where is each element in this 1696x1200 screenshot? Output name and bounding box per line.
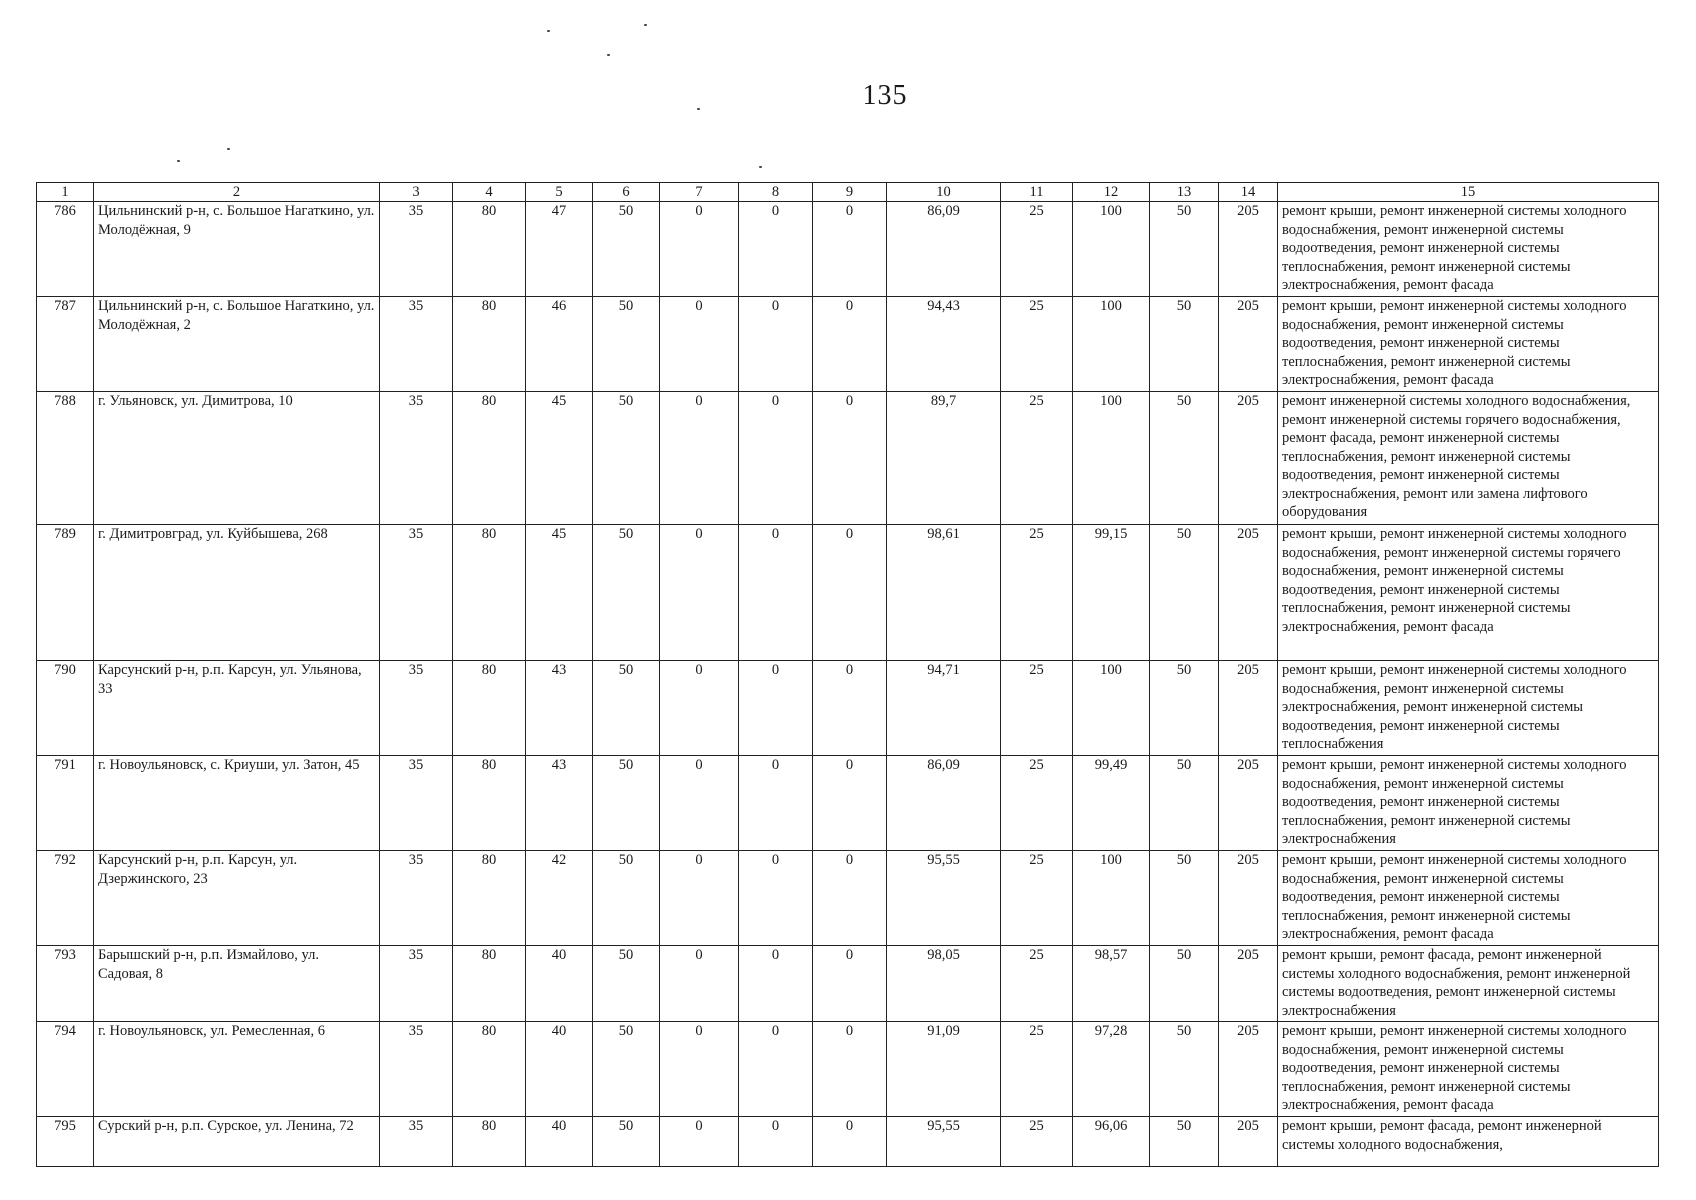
cell-col-14: 205 (1219, 525, 1278, 661)
cell-col-8: 0 (739, 525, 813, 661)
cell-col-11: 25 (1001, 1022, 1073, 1117)
cell-col-13: 50 (1150, 392, 1219, 525)
cell-col-13: 50 (1150, 297, 1219, 392)
cell-col-11: 25 (1001, 202, 1073, 297)
scan-speck (177, 160, 180, 162)
cell-col-5: 45 (526, 525, 593, 661)
header-col-5: 5 (526, 183, 593, 202)
address-cell: г. Новоульяновск, ул. Ремесленная, 6 (94, 1022, 380, 1117)
cell-col-5: 43 (526, 756, 593, 851)
header-col-10: 10 (887, 183, 1001, 202)
row-number: 789 (37, 525, 94, 661)
cell-col-11: 25 (1001, 756, 1073, 851)
cell-col-11: 25 (1001, 851, 1073, 946)
row-number: 786 (37, 202, 94, 297)
works-cell: ремонт крыши, ремонт фасада, ремонт инженерной системы холодного водоснабжения, ремонт инженерной системы водоотведения, ремонт инженерной системы электроснабжения (1278, 946, 1659, 1022)
address-cell: Карсунский р-н, р.п. Карсун, ул. Дзержинского, 23 (94, 851, 380, 946)
cell-col-10: 94,71 (887, 661, 1001, 756)
cell-col-12: 99,49 (1073, 756, 1150, 851)
cell-col-14: 205 (1219, 756, 1278, 851)
cell-col-9: 0 (813, 661, 887, 756)
cell-col-3: 35 (380, 202, 453, 297)
cell-col-10: 98,05 (887, 946, 1001, 1022)
cell-col-7: 0 (660, 525, 739, 661)
cell-col-4: 80 (453, 392, 526, 525)
cell-col-9: 0 (813, 851, 887, 946)
cell-col-9: 0 (813, 946, 887, 1022)
cell-col-4: 80 (453, 851, 526, 946)
address-cell: Карсунский р-н, р.п. Карсун, ул. Ульянова, 33 (94, 661, 380, 756)
cell-col-6: 50 (593, 1117, 660, 1167)
table-row (37, 661, 1659, 756)
cell-col-6: 50 (593, 392, 660, 525)
cell-col-14: 205 (1219, 297, 1278, 392)
cell-col-8: 0 (739, 756, 813, 851)
cell-col-7: 0 (660, 1117, 739, 1167)
row-number: 794 (37, 1022, 94, 1117)
works-cell: ремонт инженерной системы холодного водоснабжения, ремонт инженерной системы горячего водоснабжения, ремонт фасада, ремонт инженерной системы теплоснабжения, ремонт инженерной системы водоотведения, ремонт инженерной системы электроснабжения, ремонт или замена лифтового оборудования (1278, 392, 1659, 525)
cell-col-11: 25 (1001, 1117, 1073, 1167)
cell-col-5: 40 (526, 1117, 593, 1167)
cell-col-10: 89,7 (887, 392, 1001, 525)
cell-col-5: 46 (526, 297, 593, 392)
table-row (37, 202, 1659, 297)
cell-col-12: 100 (1073, 661, 1150, 756)
scan-speck (607, 54, 610, 56)
cell-col-9: 0 (813, 1022, 887, 1117)
cell-col-12: 100 (1073, 297, 1150, 392)
header-col-9: 9 (813, 183, 887, 202)
header-col-2: 2 (94, 183, 380, 202)
cell-col-9: 0 (813, 756, 887, 851)
cell-col-10: 95,55 (887, 1117, 1001, 1167)
cell-col-6: 50 (593, 756, 660, 851)
cell-col-11: 25 (1001, 297, 1073, 392)
cell-col-9: 0 (813, 1117, 887, 1167)
header-col-6: 6 (593, 183, 660, 202)
cell-col-3: 35 (380, 297, 453, 392)
address-cell: г. Ульяновск, ул. Димитрова, 10 (94, 392, 380, 525)
header-col-1: 1 (37, 183, 94, 202)
cell-col-7: 0 (660, 1022, 739, 1117)
header-col-14: 14 (1219, 183, 1278, 202)
cell-col-4: 80 (453, 1117, 526, 1167)
works-cell: ремонт крыши, ремонт инженерной системы холодного водоснабжения, ремонт инженерной системы водоотведения, ремонт инженерной системы теплоснабжения, ремонт инженерной системы электроснабжения (1278, 756, 1659, 851)
cell-col-6: 50 (593, 1022, 660, 1117)
cell-col-13: 50 (1150, 851, 1219, 946)
cell-col-11: 25 (1001, 661, 1073, 756)
cell-col-8: 0 (739, 297, 813, 392)
cell-col-5: 45 (526, 392, 593, 525)
header-col-3: 3 (380, 183, 453, 202)
works-cell: ремонт крыши, ремонт инженерной системы холодного водоснабжения, ремонт инженерной системы водоотведения, ремонт инженерной системы теплоснабжения, ремонт инженерной системы электроснабжения, ремонт фасада (1278, 851, 1659, 946)
cell-col-14: 205 (1219, 202, 1278, 297)
cell-col-3: 35 (380, 1022, 453, 1117)
cell-col-7: 0 (660, 202, 739, 297)
cell-col-12: 100 (1073, 202, 1150, 297)
cell-col-7: 0 (660, 851, 739, 946)
row-number: 790 (37, 661, 94, 756)
works-cell: ремонт крыши, ремонт инженерной системы холодного водоснабжения, ремонт инженерной системы водоотведения, ремонт инженерной системы теплоснабжения, ремонт инженерной системы электроснабжения, ремонт фасада (1278, 297, 1659, 392)
works-cell: ремонт крыши, ремонт инженерной системы холодного водоснабжения, ремонт инженерной системы электроснабжения, ремонт инженерной системы водоотведения, ремонт инженерной системы теплоснабжения (1278, 661, 1659, 756)
cell-col-9: 0 (813, 202, 887, 297)
table-row (37, 851, 1659, 946)
scan-speck (759, 166, 762, 168)
cell-col-13: 50 (1150, 1117, 1219, 1167)
cell-col-14: 205 (1219, 946, 1278, 1022)
cell-col-8: 0 (739, 202, 813, 297)
address-cell: Сурский р-н, р.п. Сурское, ул. Ленина, 72 (94, 1117, 380, 1167)
cell-col-14: 205 (1219, 1022, 1278, 1117)
scan-speck (227, 148, 230, 150)
table-row (37, 392, 1659, 525)
address-cell: Барышский р-н, р.п. Измайлово, ул. Садовая, 8 (94, 946, 380, 1022)
cell-col-6: 50 (593, 661, 660, 756)
cell-col-12: 97,28 (1073, 1022, 1150, 1117)
cell-col-8: 0 (739, 851, 813, 946)
cell-col-8: 0 (739, 1117, 813, 1167)
address-cell: г. Димитровград, ул. Куйбышева, 268 (94, 525, 380, 661)
header-row (37, 183, 1659, 202)
cell-col-7: 0 (660, 297, 739, 392)
cell-col-9: 0 (813, 297, 887, 392)
cell-col-14: 205 (1219, 851, 1278, 946)
cell-col-7: 0 (660, 392, 739, 525)
cell-col-13: 50 (1150, 202, 1219, 297)
cell-col-10: 98,61 (887, 525, 1001, 661)
scan-speck (644, 24, 647, 26)
cell-col-4: 80 (453, 946, 526, 1022)
cell-col-5: 40 (526, 1022, 593, 1117)
table-row (37, 756, 1659, 851)
cell-col-8: 0 (739, 661, 813, 756)
cell-col-6: 50 (593, 202, 660, 297)
cell-col-9: 0 (813, 392, 887, 525)
cell-col-12: 99,15 (1073, 525, 1150, 661)
row-number: 793 (37, 946, 94, 1022)
cell-col-11: 25 (1001, 525, 1073, 661)
works-cell: ремонт крыши, ремонт инженерной системы холодного водоснабжения, ремонт инженерной системы горячего водоснабжения, ремонт инженерной системы водоотведения, ремонт инженерной системы теплоснабжения, ремонт инженерной системы электроснабжения, ремонт фасада (1278, 525, 1659, 661)
cell-col-5: 40 (526, 946, 593, 1022)
cell-col-6: 50 (593, 525, 660, 661)
cell-col-12: 100 (1073, 851, 1150, 946)
table-row (37, 297, 1659, 392)
cell-col-10: 86,09 (887, 202, 1001, 297)
cell-col-3: 35 (380, 392, 453, 525)
page-number: 135 (862, 80, 908, 111)
header-col-11: 11 (1001, 183, 1073, 202)
table-row (37, 1022, 1659, 1117)
cell-col-7: 0 (660, 946, 739, 1022)
row-number: 795 (37, 1117, 94, 1167)
repair-registry-table (36, 182, 1659, 1167)
cell-col-13: 50 (1150, 946, 1219, 1022)
cell-col-3: 35 (380, 661, 453, 756)
cell-col-10: 86,09 (887, 756, 1001, 851)
cell-col-4: 80 (453, 661, 526, 756)
cell-col-11: 25 (1001, 946, 1073, 1022)
header-col-15: 15 (1278, 183, 1659, 202)
cell-col-4: 80 (453, 1022, 526, 1117)
cell-col-12: 98,57 (1073, 946, 1150, 1022)
cell-col-8: 0 (739, 392, 813, 525)
row-number: 788 (37, 392, 94, 525)
cell-col-3: 35 (380, 946, 453, 1022)
cell-col-5: 47 (526, 202, 593, 297)
address-cell: Цильнинский р-н, с. Большое Нагаткино, ул. Молодёжная, 9 (94, 202, 380, 297)
row-number: 787 (37, 297, 94, 392)
cell-col-7: 0 (660, 756, 739, 851)
table-row (37, 525, 1659, 661)
row-number: 792 (37, 851, 94, 946)
scan-speck (547, 30, 550, 32)
row-number: 791 (37, 756, 94, 851)
cell-col-6: 50 (593, 946, 660, 1022)
header-col-8: 8 (739, 183, 813, 202)
cell-col-4: 80 (453, 525, 526, 661)
cell-col-3: 35 (380, 525, 453, 661)
cell-col-10: 91,09 (887, 1022, 1001, 1117)
works-cell: ремонт крыши, ремонт инженерной системы холодного водоснабжения, ремонт инженерной системы водоотведения, ремонт инженерной системы теплоснабжения, ремонт инженерной системы электроснабжения, ремонт фасада (1278, 1022, 1659, 1117)
cell-col-8: 0 (739, 1022, 813, 1117)
cell-col-13: 50 (1150, 525, 1219, 661)
cell-col-5: 43 (526, 661, 593, 756)
scan-speck (697, 108, 700, 110)
cell-col-3: 35 (380, 1117, 453, 1167)
header-col-12: 12 (1073, 183, 1150, 202)
cell-col-14: 205 (1219, 661, 1278, 756)
cell-col-14: 205 (1219, 392, 1278, 525)
cell-col-11: 25 (1001, 392, 1073, 525)
cell-col-6: 50 (593, 297, 660, 392)
works-cell: ремонт крыши, ремонт фасада, ремонт инженерной системы холодного водоснабжения, (1278, 1117, 1659, 1167)
works-cell: ремонт крыши, ремонт инженерной системы холодного водоснабжения, ремонт инженерной системы водоотведения, ремонт инженерной системы теплоснабжения, ремонт инженерной системы электроснабжения, ремонт фасада (1278, 202, 1659, 297)
cell-col-4: 80 (453, 202, 526, 297)
cell-col-8: 0 (739, 946, 813, 1022)
table-row (37, 1117, 1659, 1167)
cell-col-13: 50 (1150, 756, 1219, 851)
cell-col-4: 80 (453, 297, 526, 392)
cell-col-5: 42 (526, 851, 593, 946)
cell-col-6: 50 (593, 851, 660, 946)
cell-col-4: 80 (453, 756, 526, 851)
cell-col-12: 96,06 (1073, 1117, 1150, 1167)
header-col-7: 7 (660, 183, 739, 202)
cell-col-10: 95,55 (887, 851, 1001, 946)
cell-col-12: 100 (1073, 392, 1150, 525)
header-col-4: 4 (453, 183, 526, 202)
cell-col-7: 0 (660, 661, 739, 756)
table-row (37, 946, 1659, 1022)
cell-col-9: 0 (813, 525, 887, 661)
address-cell: г. Новоульяновск, с. Криуши, ул. Затон, 45 (94, 756, 380, 851)
cell-col-3: 35 (380, 851, 453, 946)
cell-col-14: 205 (1219, 1117, 1278, 1167)
header-col-13: 13 (1150, 183, 1219, 202)
address-cell: Цильнинский р-н, с. Большое Нагаткино, ул. Молодёжная, 2 (94, 297, 380, 392)
cell-col-3: 35 (380, 756, 453, 851)
cell-col-10: 94,43 (887, 297, 1001, 392)
cell-col-13: 50 (1150, 661, 1219, 756)
cell-col-13: 50 (1150, 1022, 1219, 1117)
